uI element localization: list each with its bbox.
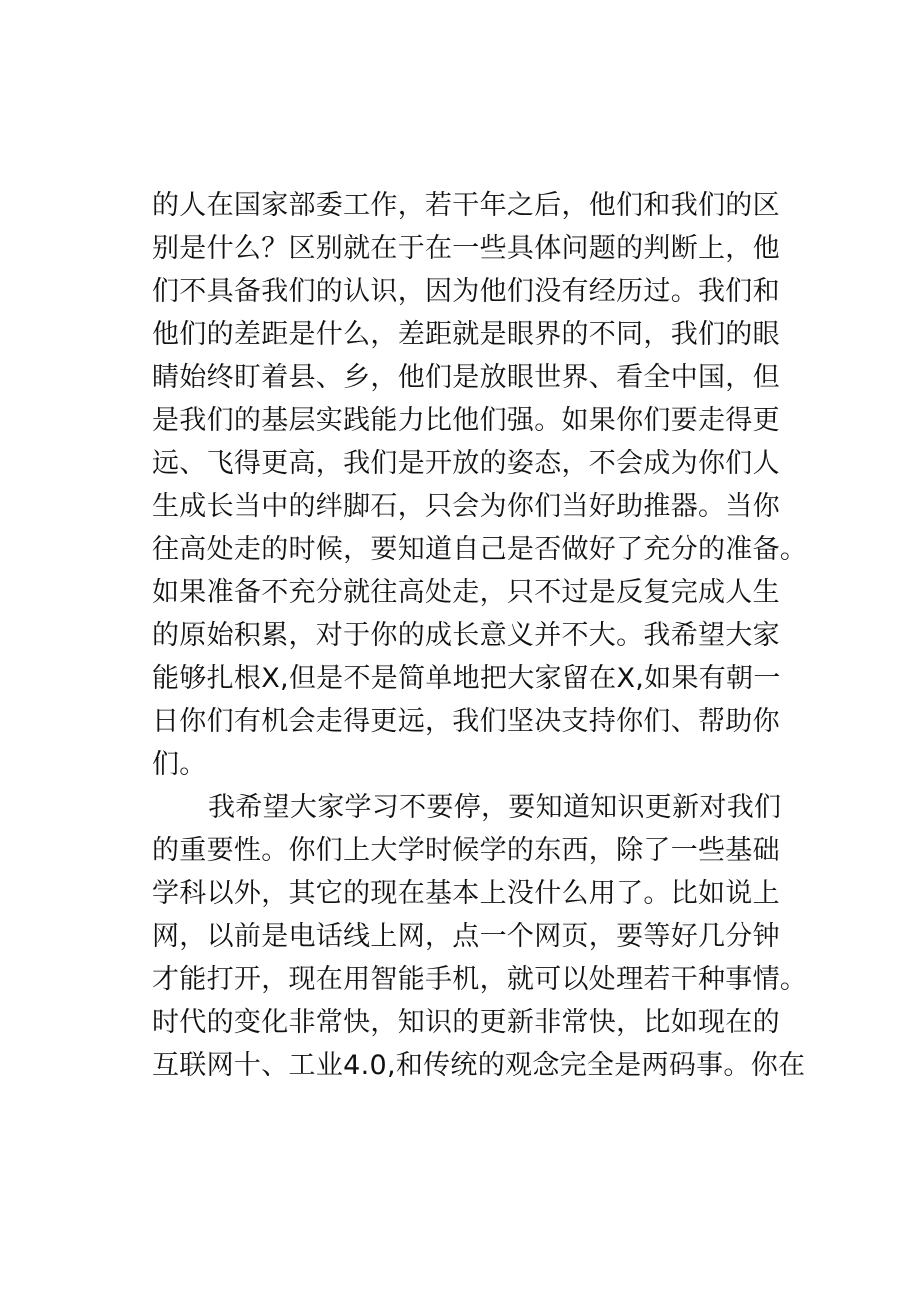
text-line: 如果准备不充分就往高处走，只不过是反复完成人生 xyxy=(152,577,780,608)
text-line: 的原始积累，对于你的成长意义并不大。我希望大家 xyxy=(152,620,780,651)
text-line: 的人在国家部委工作，若干年之后，他们和我们的区 xyxy=(152,190,780,221)
text-line: 网，以前是电话线上网，点一个网页，要等好几分钟 xyxy=(152,921,780,952)
text-line: 生成长当中的绊脚石，只会为你们当好助推器。当你 xyxy=(152,491,780,522)
text-line: 睛始终盯着县、乡，他们是放眼世界、看全中国，但 xyxy=(152,362,780,393)
paragraph-1 xyxy=(152,184,808,786)
paragraph-2 xyxy=(152,786,808,1087)
text-line: 往高处走的时候，要知道自己是否做好了充分的准备。 xyxy=(152,534,808,565)
text-line: 能够扎根X,但是不是简单地把大家留在X,如果有朝一 xyxy=(152,663,781,694)
text-line: 时代的变化非常快，知识的更新非常快，比如现在的 xyxy=(152,1007,780,1038)
text-line: 我希望大家学习不要停，要知道知识更新对我们 xyxy=(208,792,782,823)
body-text xyxy=(152,184,808,1087)
text-line: 互联网十、工业4.0,和传统的观念完全是两码事。你在 xyxy=(152,1050,806,1081)
text-line: 远、飞得更高，我们是开放的姿态，不会成为你们人 xyxy=(152,448,780,479)
text-line: 是我们的基层实践能力比他们强。如果你们要走得更 xyxy=(152,405,780,436)
text-line: 他们的差距是什么，差距就是眼界的不同，我们的眼 xyxy=(152,319,780,350)
text-line: 学科以外，其它的现在基本上没什么用了。比如说上 xyxy=(152,878,780,909)
text-line: 别是什么？区别就在于在一些具体问题的判断上，他 xyxy=(152,233,780,264)
text-line: 们。 xyxy=(152,749,207,780)
text-line: 们不具备我们的认识，因为他们没有经历过。我们和 xyxy=(152,276,780,307)
text-line: 才能打开，现在用智能手机，就可以处理若干种事情。 xyxy=(152,964,808,995)
text-line: 日你们有机会走得更远，我们坚决支持你们、帮助你 xyxy=(152,706,780,737)
text-line: 的重要性。你们上大学时候学的东西，除了一些基础 xyxy=(152,835,780,866)
